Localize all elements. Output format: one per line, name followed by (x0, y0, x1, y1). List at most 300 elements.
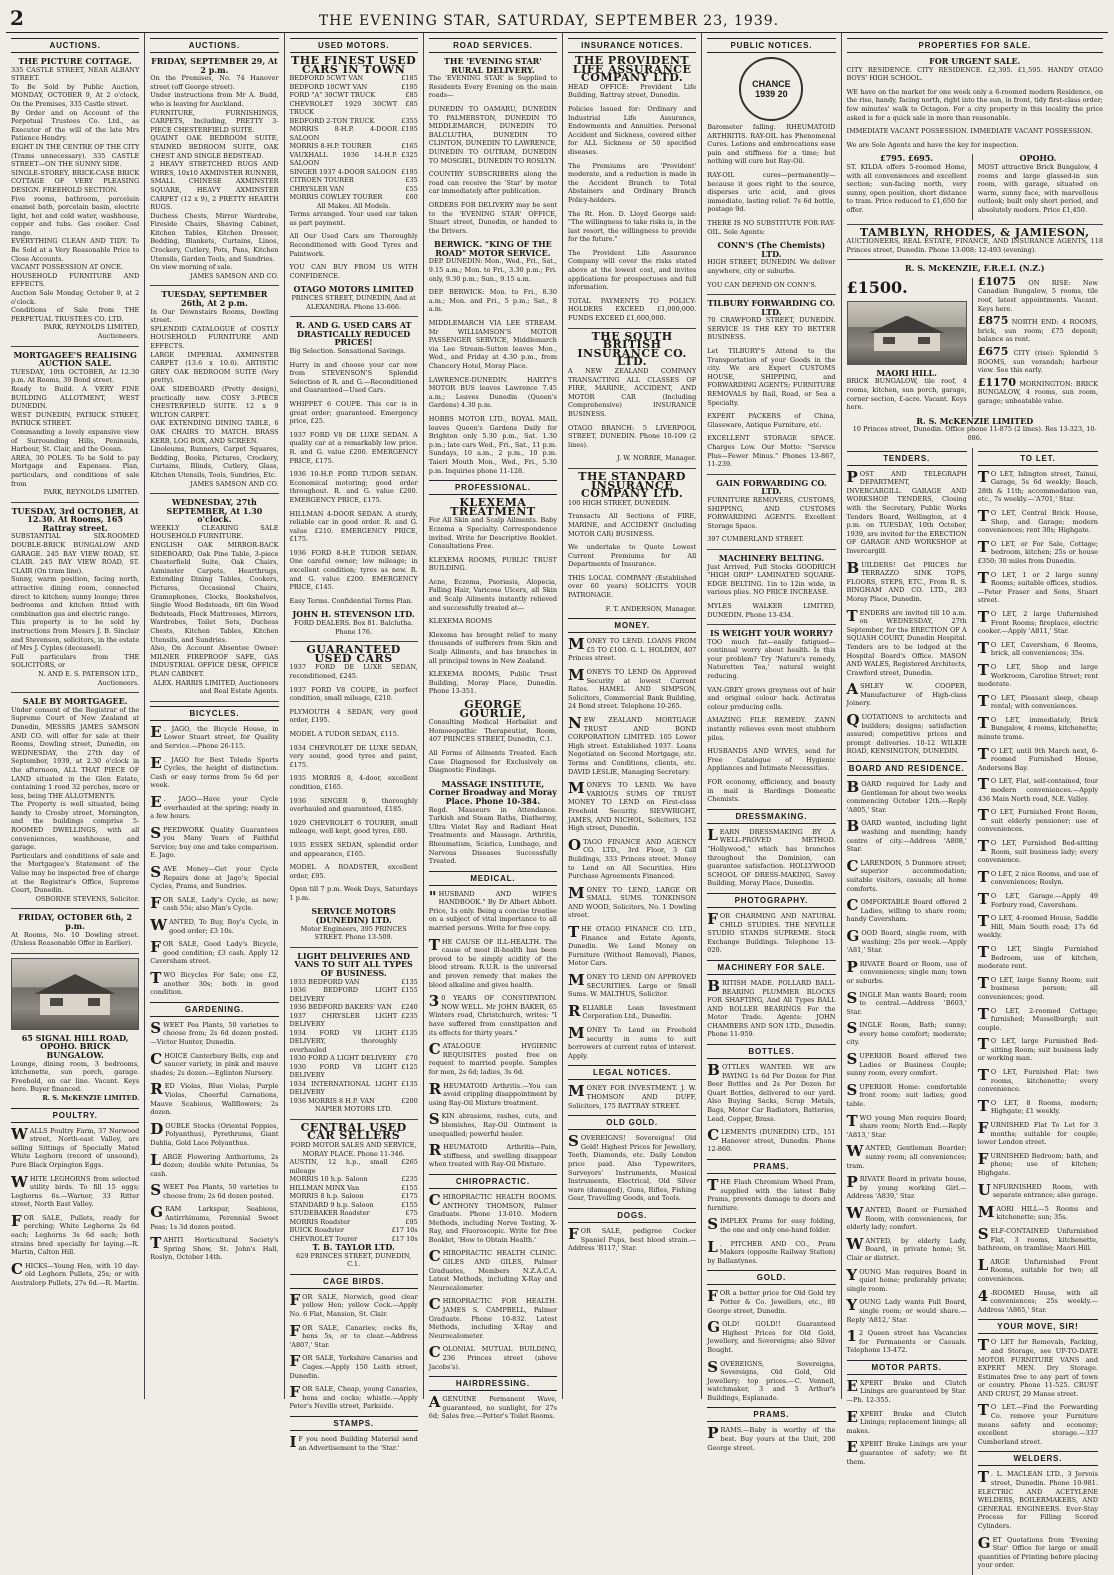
ad-line: Auction Sale Monday, October 9, at 2 o'clock. (11, 289, 140, 306)
ad-line: Policies Issued for: Ordinary and Industrial Life Assurance, Endowments and Annuities. Personal Accident and Sickness, covered either for ALL Sickness or 50 specified diseases. (568, 104, 697, 156)
classified-ad (846, 988, 967, 1017)
ad-line: This property is to be sold by instructions from Messrs J. B. Sinclair and Stevenson, solicitors, in the estate of Mrs J. Cyples (deceased). (11, 618, 140, 653)
listing-text: CITY (rise): Splendid 5 ROOMS, sun verandah; harbour view. See this early. (977, 349, 1098, 375)
section-heading-poultry: POULTRY. (11, 1108, 139, 1123)
ad-title: FOR URGENT SALE. (929, 56, 1021, 66)
price-row (290, 1054, 418, 1063)
classified-ad (568, 668, 696, 711)
drop-cap: I (289, 1433, 297, 1451)
divider (11, 908, 139, 909)
berwick-ad (429, 240, 557, 410)
item-name: VAUXHALL 1936 14-H.P. SALOON (289, 150, 398, 168)
ad-sign: OSBORNE STEVENS, Solicitor. (35, 894, 140, 903)
classified-ad (429, 1143, 557, 1169)
item-name: 1934 INTERNATIONAL LIGHT DELIVERY (289, 1079, 398, 1097)
classified-ad (429, 1345, 557, 1371)
ad-line: HILLMAN 4-DOOR SEDAN. A sturdy, reliable car in good order. R. and G. value £210. EMERGENCY PRICE, £175. (289, 509, 418, 544)
classified-ad (978, 1403, 1098, 1446)
item-name: BEDFORD 10CWT VAN (289, 82, 368, 91)
classified-ad (150, 1119, 279, 1148)
drop-cap: S (846, 1019, 858, 1038)
item-name: 1936 BEDFORD LIGHT DELIVERY (289, 986, 398, 1003)
classified-ad (847, 1298, 967, 1324)
classified-ad (977, 1255, 1098, 1284)
item-name: CITROEN TOURER (289, 176, 354, 185)
ad-line: OAK EXTENDING DINING TABLE, 6 OAK CHAIRS TO MATCH. BRASS KERB, LOG BOX, AND SCREEN. (150, 419, 279, 445)
drop-cap: F (977, 1149, 989, 1168)
section-heading-to-let: TO LET. (978, 451, 1098, 466)
drop-cap: T (977, 660, 989, 679)
drop-cap: W (846, 1142, 864, 1161)
column-used-motors (285, 33, 424, 1452)
drop-cap: T (977, 568, 989, 587)
drop-cap: T (977, 806, 989, 825)
ad-text: ED Violas, Blue Violas, Purple Violas, Cheerful Carnations, Mauve Scabious, Wallflowers; 2s dozen. (150, 1082, 279, 1117)
property-listing (977, 375, 1098, 406)
section-heading-dressmaking: DRESSMAKING. (707, 809, 835, 824)
ad-text: HE Flash Chromium Wheel Pram, supplied with the latest Baby Prams, prevents damage to doors and furniture. (707, 1178, 836, 1212)
ad-sign: JAMES SAMSON AND CO. (190, 271, 279, 280)
classified-ad (846, 1203, 967, 1232)
drop-cap: W (846, 1234, 864, 1253)
ad-line: All Forms of Ailments Treated. Each Case Diagnosed for Exclusively on Diagnostic Findings. (428, 748, 557, 775)
classified-ad (707, 976, 836, 1039)
drop-cap: T (568, 923, 580, 942)
classified-ad (978, 777, 1098, 803)
ad-title: KLEXEMA TREATMENT (450, 496, 536, 518)
classified-ad (847, 1144, 967, 1170)
ad-address: Motor Engineers, 395 PRINCES STREET. Phone 13-509. (300, 924, 407, 942)
drop-cap: B (846, 558, 860, 577)
ad-line: 1934 CHEVROLET DE LUXE SEDAN, very sound, good tyres and paint, £175. (289, 743, 418, 769)
section-heading-welders: WELDERS. (978, 1451, 1098, 1466)
classified-ad (707, 1426, 835, 1452)
item-price: £355 (401, 116, 418, 125)
property-listing (977, 314, 1098, 344)
classified-ad (847, 898, 967, 924)
ad-text: UILDERS! Get PRICES for TERRAZZO SINK TOPS, FLOORS, STEPS, ETC., From R. S. BINGHAM AND CO. LTD., 283 Moray Place, Dunedin. (846, 560, 967, 603)
ad-address: PRINCES STREET, DUNEDIN, And at ALEXANDRA. Phone 13-666. (291, 294, 416, 311)
price-row (290, 1226, 418, 1235)
section-heading-photography: PHOTOGRAPHY. (707, 893, 835, 908)
ad-line: Ready to Build. A VERY FINE BUILDING ALLOTMENT, WEST DUNEDIN. (11, 384, 140, 411)
ad-line: VACANT POSSESSION AT ONCE. (11, 263, 123, 272)
ad-text: RAM Larkspur, Seabious, Antirrhinums, Perennial Sweet Peas; 1s 3d dozen posted. (150, 1205, 279, 1231)
item-name: MORRIS 8-H.P. TOURER (289, 142, 372, 151)
ad-text: HITE LEGHORNS from selected utility birds. To fill 15 eggs; Leghorns 6s.—Warner, 33 Ritter street, North East Valley. (11, 1174, 140, 1209)
classified-ad (150, 971, 278, 997)
section-heading-old-gold: OLD GOLD. (568, 1115, 696, 1130)
ad-title: R. AND G. USED CARS AT DRASTICALLY REDUCED PRICES! (295, 320, 412, 348)
section-heading-tenders: TENDERS. (847, 451, 967, 466)
ad-text: OMFORTABLE Board offered 2 Ladies, willing to share room; handy Caversham. (846, 898, 967, 924)
ad-line: 397 CUMBERLAND STREET. (707, 535, 804, 544)
drop-cap: T (150, 1234, 162, 1253)
ad-title: BERWICK. "KING OF THE ROAD" MOTOR SERVICE. (433, 239, 552, 258)
item-price: £185 (401, 74, 418, 83)
ad-title: MORTGAGEE'S REALISING AUCTION SALE. (13, 349, 137, 369)
item-price: £235 (401, 1011, 418, 1020)
price-row (290, 1158, 418, 1175)
ad-line: EXPERT PACKERS of China, Glassware, Antique Furniture, etc. (707, 412, 836, 429)
tilbury-ad (707, 299, 835, 469)
ad-line: KLEXEMA ROOMS (428, 617, 493, 626)
drop-cap: O (568, 835, 582, 854)
section-heading-bottles: BOTTLES. (707, 1044, 835, 1059)
drop-cap: " (428, 887, 437, 906)
item-price: £75 (405, 1209, 418, 1218)
classified-ad (707, 1217, 835, 1234)
ad-line: Acne, Eczema, Psoriasis, Alopecia, Falling Hair, Varicose Ulcers, all Skin and Scalp Ailments instantly relieved and successfully treated at— (428, 577, 557, 612)
central-used-cars-ad (289, 1120, 418, 1269)
item-name: 1937 CHRYSLER LIGHT DELIVERY (289, 1011, 398, 1029)
drop-cap: T (977, 1336, 989, 1355)
ad-title: GAIN FORWARDING CO. LTD. (716, 477, 827, 497)
classified-ad (429, 1112, 557, 1138)
machinery-belting-ad (707, 554, 835, 619)
ad-line: LAWRENCE-DUNEDIN. HARTY'S MOTOR BUS leaves Lawrence 7.45 a.m.; Leaves Dunedin (Queen's Gardens) 4.30 p.m. (428, 375, 557, 410)
ad-line: OTAGO BRANCH: 5 LIVERPOOL STREET, DUNEDIN. Phone 10-109 (2 lines). (568, 423, 697, 449)
finest-used-cars-ad (289, 54, 418, 311)
house-sign: R. S. McKENZIE LIMITED. (42, 1093, 140, 1102)
section-heading-board: BOARD AND RESIDENCE. (847, 761, 967, 776)
classified-ad (977, 660, 1098, 689)
classified-ad (846, 1111, 967, 1140)
ad-line: COUNTRY SUBSCRIBERS along the road can receive the 'Star' by motor car immediately after publication. (428, 170, 557, 196)
ad-text: HIROPRACTIC FOR HEALTH. JAMES S. CAMPBELL, Palmer Graduate. Phone 10-832. Latest Methods, including X-Ray and Neurocalometer. (428, 1297, 557, 1340)
ad-sign: SERVICE MOTORS (DUNEDIN) LTD. (311, 906, 396, 926)
item-price: £155 (401, 986, 418, 995)
ad-title: THE PROVIDENT LIFE ASSURANCE COMPANY LTD. (572, 54, 692, 85)
drop-cap: T (977, 1096, 989, 1115)
drop-cap: R (428, 1079, 442, 1098)
drop-cap: T (977, 607, 989, 626)
ad-title: FRIDAY, OCTOBER 6th, 2 p.m. (18, 912, 133, 931)
item-name: BUICK Roadster (289, 1226, 344, 1235)
section-heading-dogs: DOGS. (568, 1208, 696, 1223)
drop-cap: C (428, 1190, 441, 1209)
drop-cap: T (977, 1468, 989, 1487)
classified-ad (290, 1354, 418, 1380)
light-deliveries-ad (290, 952, 418, 1114)
ad-line: For All Skin and Scalp Ailments. Baby Eczema a Specialty. Correspondence invited. Write for Descriptive Booklet. Consultations Free. (428, 516, 557, 551)
classified-ad (707, 1063, 835, 1123)
ad-line: QUAINT OAK BEDROOM SUITE, STAINED BEDROOM SUITE, OAK CHEST AND SINGLE BEDSTEAD. (150, 134, 279, 160)
price-row (290, 986, 418, 1003)
ad-line: 100 HIGH STREET, DUNEDIN. (568, 498, 671, 507)
classified-ad (428, 887, 557, 933)
item-name: SINGER 1937 4-DOOR SALOON (289, 167, 397, 176)
ad-line: FOR economy, efficiency, and beauty in mail is Hardings Domestic Chemists. (707, 778, 836, 804)
ad-text: OARD required for Lady and Gentleman for about two weeks commencing October 12th.—Reply 'A805,' Star. (846, 780, 967, 814)
column-auctions-2 (145, 33, 284, 1399)
classified-ad (978, 509, 1098, 535)
ad-line: ENGLISH OAK MIRROR-BACK SIDEBOARD, Oak Pine Table, 3-piece Chesterfield Suite, Oak Chairs, Axminster Carpets, Hearthrugs, Extending Dining Tables, Cookers, Pictures, Occasional Chairs, Gramophones, Clocks, Bookshelves, Single Wood Bedsteads, 6ft 6in Wood Bedsteads, Flock Mattresses, Mirrors, Wardrobes, Toilet Sets, Duchess Chests, Kitchen Tables, Kitchen Utensils, and Sundries. (150, 541, 279, 644)
ad-title: CENTRAL USED CAR SELLERS (300, 1120, 407, 1143)
divider (11, 692, 139, 693)
st-kilda-ad (847, 154, 967, 214)
auction-ad (150, 498, 278, 696)
ad-sign: JAMES SAMSON AND CO. (190, 479, 279, 488)
ad-line: 70 CRAWFORD STREET, DUNEDIN. SERVICE IS THE KEY TO BETTER BUSINESS. (707, 316, 836, 342)
ad-line: Barometer falling. RHEUMATOID ARTHRITIS. RAY-OIL has Phenomenal Cures. Lotions and embrocations ease pain and stiffness for a time; but nothing will cure but Ray-Oil. (707, 123, 836, 166)
drop-cap: L (707, 1237, 718, 1256)
ad-text: OR SALE, pedigree Cocker Spaniel Pups, best blood strain.—Address 'B117,' Star. (568, 1226, 697, 1253)
classified-ad (428, 1190, 557, 1245)
ad-text: RIVATE Board in private house, by young working Girl.—Address 'A839,' Star. (846, 1175, 967, 1201)
drop-cap: R (428, 1141, 442, 1160)
ad-line: All Our Used Cars are Thoroughly Reconditioned with Good Tyres and Paintwork. (289, 232, 418, 258)
drop-cap: T (150, 969, 162, 987)
ad-sign: PARK, REYNOLDS LIMITED. (43, 488, 140, 497)
classified-ad (977, 467, 1098, 504)
item-price: £265 (401, 1158, 418, 1167)
ad-line: A NEW ZEALAND COMPANY TRANSACTING ALL CLASSES OF FIRE, MARINE, ACCIDENT, AND MOTOR CAR (Including Comprehensive) INSURANCE BUSINESS. (568, 367, 697, 418)
divider (11, 953, 139, 954)
column-insurance (563, 33, 702, 1399)
listing-price: £675 (977, 345, 1009, 359)
ad-line: LARGE IMPERIAL AXMINSTER CARPET (13.6 x 10.6). ARTISTIC GREY OAK BEDROOM SUITE (Very pretty). (150, 350, 279, 385)
ad-text: ANTED, by elderly Lady, Board, in private home; St. Clair or district. (846, 1236, 967, 1262)
classified-ad (150, 1183, 278, 1200)
price-row (290, 1063, 418, 1080)
mckenzie-price: £1500. (846, 277, 908, 297)
ad-line: SUBSTANTIAL SIX-ROOMED DOUBLE-BRICK BUNGALOW AND GARAGE. 245 BAY VIEW ROAD, ST. CLAIR. 245 BAY VIEW ROAD, ST. CLAIR (On tram line). (11, 532, 140, 575)
classified-ad (428, 935, 557, 990)
price-row (290, 1201, 418, 1210)
drop-cap: M (568, 883, 585, 902)
classified-ad (977, 1224, 1098, 1253)
item-name: 1936 MORRIS 8 H.P. VAN (289, 1096, 375, 1105)
ad-text: PEEDWORK Quality Guarantees you Many Years of Faithful Service; buy one and take comparison. E. Jago. (150, 825, 279, 860)
item-price: £240 (401, 1003, 418, 1012)
drop-cap: W (846, 1203, 864, 1222)
classified-ad (568, 781, 696, 833)
ad-text: AORI HILL—5 Rooms and kitchenette; sun; 35s. (996, 1204, 1098, 1222)
item-price: £60 (405, 193, 418, 202)
columns (6, 33, 1108, 1570)
drop-cap: E (846, 1407, 858, 1426)
ad-text: INGLE Man wants Board; room to central.—Address 'B603,' Star. (846, 990, 967, 1016)
drop-cap: W (11, 1172, 28, 1191)
drop-cap: E (846, 1376, 858, 1395)
classified-ad (977, 568, 1098, 605)
ad-text: . JAGO for Best Toledo Sports Cycles, the height of distinction. Cash or easy terms from 5s 6d per week. (150, 755, 279, 790)
listing-text: ON RISE: New Canadian Bungalow, 5 rooms, tile roof, latest appointments. Vacant. Keys here. (977, 278, 1098, 313)
ad-text: . JAGO—Have your Cycle overhauled at the spring; ready in a few hours. (150, 794, 279, 821)
drop-cap: T (707, 1176, 719, 1194)
ad-line: 1936 SINGER 9, thoroughly overhauled and guaranteed, £185. (289, 796, 418, 814)
classified-ad (846, 856, 967, 893)
ad-line: In Our Downstairs Rooms, Dowling street. (150, 307, 279, 325)
classified-ad (847, 1440, 967, 1466)
section-heading: INSURANCE NOTICES. (568, 38, 696, 53)
ad-line: Hurry in and choose your car now from STEVENSON'S Splendid Selection of R. and G.—Reconditioned and Guaranteed—Used Cars. (289, 360, 418, 395)
drop-cap: C (428, 1295, 441, 1314)
ad-line: AREA, 30 POLES. To be Sold to pay Mortgage and Expenses. Plan, particulars, and conditions of sale from (11, 453, 140, 488)
drop-cap: S (846, 988, 858, 1007)
classified-ad (707, 1289, 835, 1315)
drop-cap: S (150, 1018, 162, 1037)
ad-text: UPERIOR Home: comfortable front room; suit ladies; good table. (846, 1082, 967, 1109)
ad-title: TAMBLYN, RHODES, & JAMIESON, (859, 225, 1090, 239)
classified-ad (977, 638, 1098, 658)
ad-line: Conditions of Sale from THE PERPETUAL TRUSTEES CO. LTD. (11, 306, 140, 323)
section-heading-bicycles: BICYCLES. (150, 706, 278, 721)
auction-ad (11, 351, 139, 497)
ad-text: O LET, Furnished Flat; two rooms, kitchenette; every convenience. (977, 1068, 1098, 1094)
ad-address: 10 Princes street, Dunedin. Office phone 11-875 (2 lines). Res 13-323, 10-086. (852, 425, 1097, 443)
ad-text: F you need Building Material send an Advertisement to the 'Star.' (298, 1435, 418, 1452)
drop-cap: T (977, 837, 989, 855)
section-heading: AUCTIONS. (150, 38, 278, 53)
drop-cap: E (150, 792, 162, 811)
ad-text: XPERT Brake and Clutch Linings; replacement linings; all makes. (846, 1409, 967, 1435)
ad-text: OR SALE, Cheap, young Canaries, hens and cocks; whistle.—Apply Peter's Neville street, Parkside. (289, 1385, 418, 1411)
classified-ad (847, 1021, 967, 1047)
ad-text: HOICE Canterbury Bells, cup and saucer variety, in pink and mauve shades; 2s dozen.—Eglinton Nursery. (150, 1051, 279, 1077)
ad-text: O LET, 2-roomed Cottage; furnished; Musselburgh; suit couple. (977, 1006, 1098, 1032)
item-name: MORRIS COWLEY TOURER (289, 193, 383, 202)
ad-text: ONEY TO LEND ON APPROVED SECURITIES. Large or Small Sums. W. MALTHUS, Solicitor. (568, 973, 697, 999)
section-heading-chiropractic: CHIROPRACTIC. (429, 1174, 557, 1189)
ad-text: OR SALE, Norwich, good clear yellow Hen; yellow Cock.—Apply No. 6 Flat, Mansion, St. Clair. (289, 1292, 418, 1319)
ad-line: Regd. Masseurs in Attendance. Turkish and Steam Baths, Diathermy, Ultra Violet Ray and Radiant Heat Treatments and Massage. Arthritis, Rheumatism, Sciatica, Lumbago, and Nervous Diseases Successfully Treated. (428, 805, 557, 866)
classified-ad (978, 808, 1098, 834)
drop-cap: T (977, 713, 989, 732)
ad-text: URNISHED Bedroom; bath, and phone; use of kitchen; Highgate. (977, 1151, 1098, 1177)
drop-cap: C (707, 1126, 720, 1145)
ad-line: EIGHT IN THE CENTRE OF THE CITY (Trams unnecessary). 335 CASTLE STREET—ON THE SUNNY SIDE. (11, 142, 140, 169)
item-price: £17 10s (391, 1234, 418, 1243)
urgent-sale-ad (847, 57, 1104, 149)
ad-title: SALE BY MORTGAGEE. (22, 696, 128, 707)
ad-text: IMPLEX Prams for easy folding, the one and only one-hand folder. (720, 1217, 836, 1234)
item-price: £165 (401, 142, 418, 151)
drop-cap: T (977, 912, 989, 931)
rg-used-cars-ad (290, 321, 418, 636)
page-number: 2 (10, 6, 24, 30)
ad-text: LARENDON, 5 Dunmore street; superior accommodation; suitable visitors, casuals; all home comforts. (846, 858, 967, 893)
drop-cap: S (846, 1080, 858, 1099)
drop-cap: S (428, 1110, 440, 1129)
ad-note: All Makes. All Models. (316, 201, 391, 210)
classified-ad (290, 1385, 418, 1411)
drop-cap: M (568, 635, 585, 654)
item-name: CHRYSLER VAN (289, 184, 345, 193)
ad-text: HEUMATOID Arthritis.—You can avoid crippling disappointment by using Ray-Oil Mixture treatment. (428, 1081, 557, 1107)
ad-text: ANTED, To Buy, Boy's Cycle, in good order; £3 10s. (169, 918, 279, 935)
ad-line: HEAD OFFICE: Provident Life Building, Rattray street, Dunedin. (568, 82, 697, 100)
price-row (290, 168, 418, 177)
ad-line: OAK SIDEBOARD (Pretty design), practically new. COSY 3-PIECE CHESTERFIELD SUITE. 12 x 9 WILTON CARPET. (150, 384, 279, 419)
ad-line: Duchess Chests, Mirror Wardrobe, Fireside Chairs, Shaving Cabinet, Kitchen Tables, Kitchen Dresser, Bedding, Blankets, Curtains, Linos, Crockery, Cutlery, Pots, Pans, Kitchen Utensils, Garden Tools, and Sundries. (150, 211, 279, 263)
ad-line: TUESDAY, 10th OCTOBER, At 12.30 p.m. At Rooms, 39 Bond street. (11, 367, 140, 385)
classified-ad (847, 1175, 967, 1201)
item-name: MORRIS 8 h.p. Saloon (289, 1192, 364, 1201)
drop-cap: L (150, 1150, 161, 1169)
listing-text: NORTH END: 4 ROOMS, brick, sun room; £75 deposit; balance as rent. (977, 318, 1098, 344)
classified-ad (429, 1042, 557, 1076)
ad-text: GENUINE Permanent Wave, guaranteed, no sunlight, for 27s 6d; Sales free.—Potter's Toilet Rooms. (428, 1395, 557, 1421)
ad-line: VAN-GREY grows greyness out of hair and original colour back. Activates colour producing cells. (707, 685, 836, 711)
drop-cap: T (977, 867, 989, 886)
ad-line: TOO much fat—easily fatigued—continual worry about health. Is this your problem? Try 'Nature's remedy, Naturetten Tea,' natural weight reducing. (707, 637, 836, 681)
ad-line: SPLENDID CATALOGUE of COSTLY HOUSEHOLD FURNITURE AND EFFECTS. (150, 324, 279, 350)
ad-text: -ROOMED House, with all conveniences; 25s weekly.—Address 'A865,' Star. (977, 1288, 1098, 1314)
ad-line: By Order and on Account of the Perpetual Trustees Co. Ltd., as Executor of the will of the late Mrs Patience Hendry. (11, 108, 140, 143)
drop-cap: T (977, 942, 989, 961)
ad-text: KIN abrasions, rashes, cuts, and blemishes, Ray-Oil Ointment is unequalled; powerful healer. (428, 1112, 557, 1138)
drop-cap: F (11, 1211, 22, 1230)
classified-ad (977, 1096, 1098, 1116)
ad-line: Full particulars from THE SOLICITORS, or (11, 652, 140, 670)
ad-text: RITISH MADE. POLLARD BALL-BEARING PLUMMER BLOCKS FOR SHAFTING, And All Types BALL AND ROLLER BEARINGS For the Motor Trade. Agents: JOHN CHAMBERS AND SON LTD., Dunedin. Phone 11-959. (707, 978, 836, 1039)
drop-cap: T (977, 973, 989, 992)
ad-subtitle: FORD MOTOR SALES AND SERVICE, MORAY PLACE. Phone 11-346. (290, 1140, 417, 1158)
ad-text: HUSBAND AND WIFE'S HANDBOOK." By Dr Albert Abbott. Price, 1s only. Being a concise treatise on a subject of vital importance to all married persons. Write for free copy. (428, 889, 557, 933)
ad-line: FURNITURE REMOVERS, CUSTOMS, SHIPPING, AND CUSTOMS FORWARDING AGENTS. Excellent Storage Space. (707, 495, 836, 530)
ad-text: O LET, 4-roomed House, Saddle Hill, Main South road; 17s 6d weekly. (977, 914, 1098, 940)
classified-ad (568, 1001, 697, 1021)
drop-cap: T (977, 537, 989, 556)
classified-ad (977, 1004, 1098, 1033)
drop-cap: E (150, 753, 162, 772)
drop-cap: F (707, 909, 718, 928)
ad-sign: F. T. ANDERSON, Manager. (605, 604, 697, 613)
drop-cap: B (846, 817, 860, 836)
property-listing (977, 274, 1098, 313)
ad-title: GEORGE GOURLIE, (459, 698, 527, 720)
house-photo (11, 958, 139, 1030)
ad-line: DUNEDIN TO OAMARU, DUNEDIN TO PALMERSTON, DUNEDIN TO MIDDLEMARCH, DUNEDIN TO BALCLUTHA, DUNEDIN TO CLINTON, DUNEDIN TO LAWRENCE, DUNEDIN TO OUTRAM, DUNEDIN TO MOSGIEL, DUNEDIN TO ROSLYN. (428, 104, 557, 165)
ad-line: Sunny, warm position, facing north, attractive dining room, connected direct to kitchen; sunny lounge; three bedrooms and kitchen fitted with combination gas and electric range. (11, 575, 140, 618)
ad-text: OARD wanted, including light washing and mending; handy centre of city.—Address 'A808,' Star. (846, 819, 967, 854)
section-heading-professional: PROFESSIONAL. (429, 480, 557, 495)
ad-title: THE FINEST USED CARS IN TOWN (291, 54, 417, 76)
ad-text: RIVATE Board or Room, use of conveniences; single man; town or suburbs. (846, 959, 967, 985)
classified-ad (150, 1082, 278, 1116)
ad-line: MIDDLEMARCH VIA LEE STREAM. Mr WILLIAMSON'S MOTOR PASSENGER SERVICE, Middlemarch via Lee Stream-Sutton leaves Mon., Wed., and Friday at 4.30 p.m., from Chancery Hotel, Moray Place. (428, 319, 557, 370)
column-auctions-1 (6, 33, 145, 1399)
section-heading-prams-2: PRAMS. (707, 1407, 835, 1422)
stamp-seal: CHANCE 1939 20 (739, 57, 803, 121)
ad-text: ANTED, Gentleman Boarder; sunny room; all conveniences; tram. (846, 1144, 967, 1170)
drop-cap: B (707, 976, 720, 995)
house-caption: 65 SIGNAL HILL ROAD, OPOHO. BRICK BUNGALOW. (21, 1032, 129, 1060)
drop-cap: N (568, 714, 582, 732)
ad-text: OR SALE, Good Lady's Bicycle, good condition; £3 cash. Apply 12 Caversham street. (150, 940, 279, 966)
drop-cap: F (289, 1321, 301, 1340)
ad-text: OR SALE, Yorkshire Canaries and Cages.—Apply 150 Leith street, Dunedin. (289, 1354, 418, 1380)
classified-ad (707, 909, 836, 955)
price-row (290, 117, 418, 126)
ad-text: OR SALE, Lady's Cycle, as new; cash 55s; also Man's Cycle. (162, 895, 279, 913)
ad-title: R. S. McKENZIE, F.R.E.I. (N.Z.) (904, 263, 1045, 274)
ad-text: O LET, 1 or 2 large sunny Rooms; suitable offices, studios.—Peter Fraser and Sons, Stuart street. (977, 570, 1098, 605)
ad-text: OUNG Man requires Board in quiet home; preferably private; single room. (846, 1267, 967, 1293)
drop-cap: 4 (977, 1286, 989, 1305)
drop-cap: T (846, 606, 858, 625)
drop-cap: F (289, 1290, 301, 1309)
drop-cap: C (428, 1040, 441, 1059)
ad-title: GUARANTEED USED CARS (306, 643, 401, 665)
drop-cap: M (568, 666, 585, 685)
drop-cap: T (428, 935, 440, 954)
drop-cap: T (977, 1066, 989, 1085)
ad-title: THE 'EVENING STAR' RURAL DELIVERY. (443, 56, 542, 75)
ad-line: The Rt. Hon. D. Lloyd George said: "The willingness to take risks is, in the last resort, the willingness to provide for the future." (568, 209, 697, 244)
